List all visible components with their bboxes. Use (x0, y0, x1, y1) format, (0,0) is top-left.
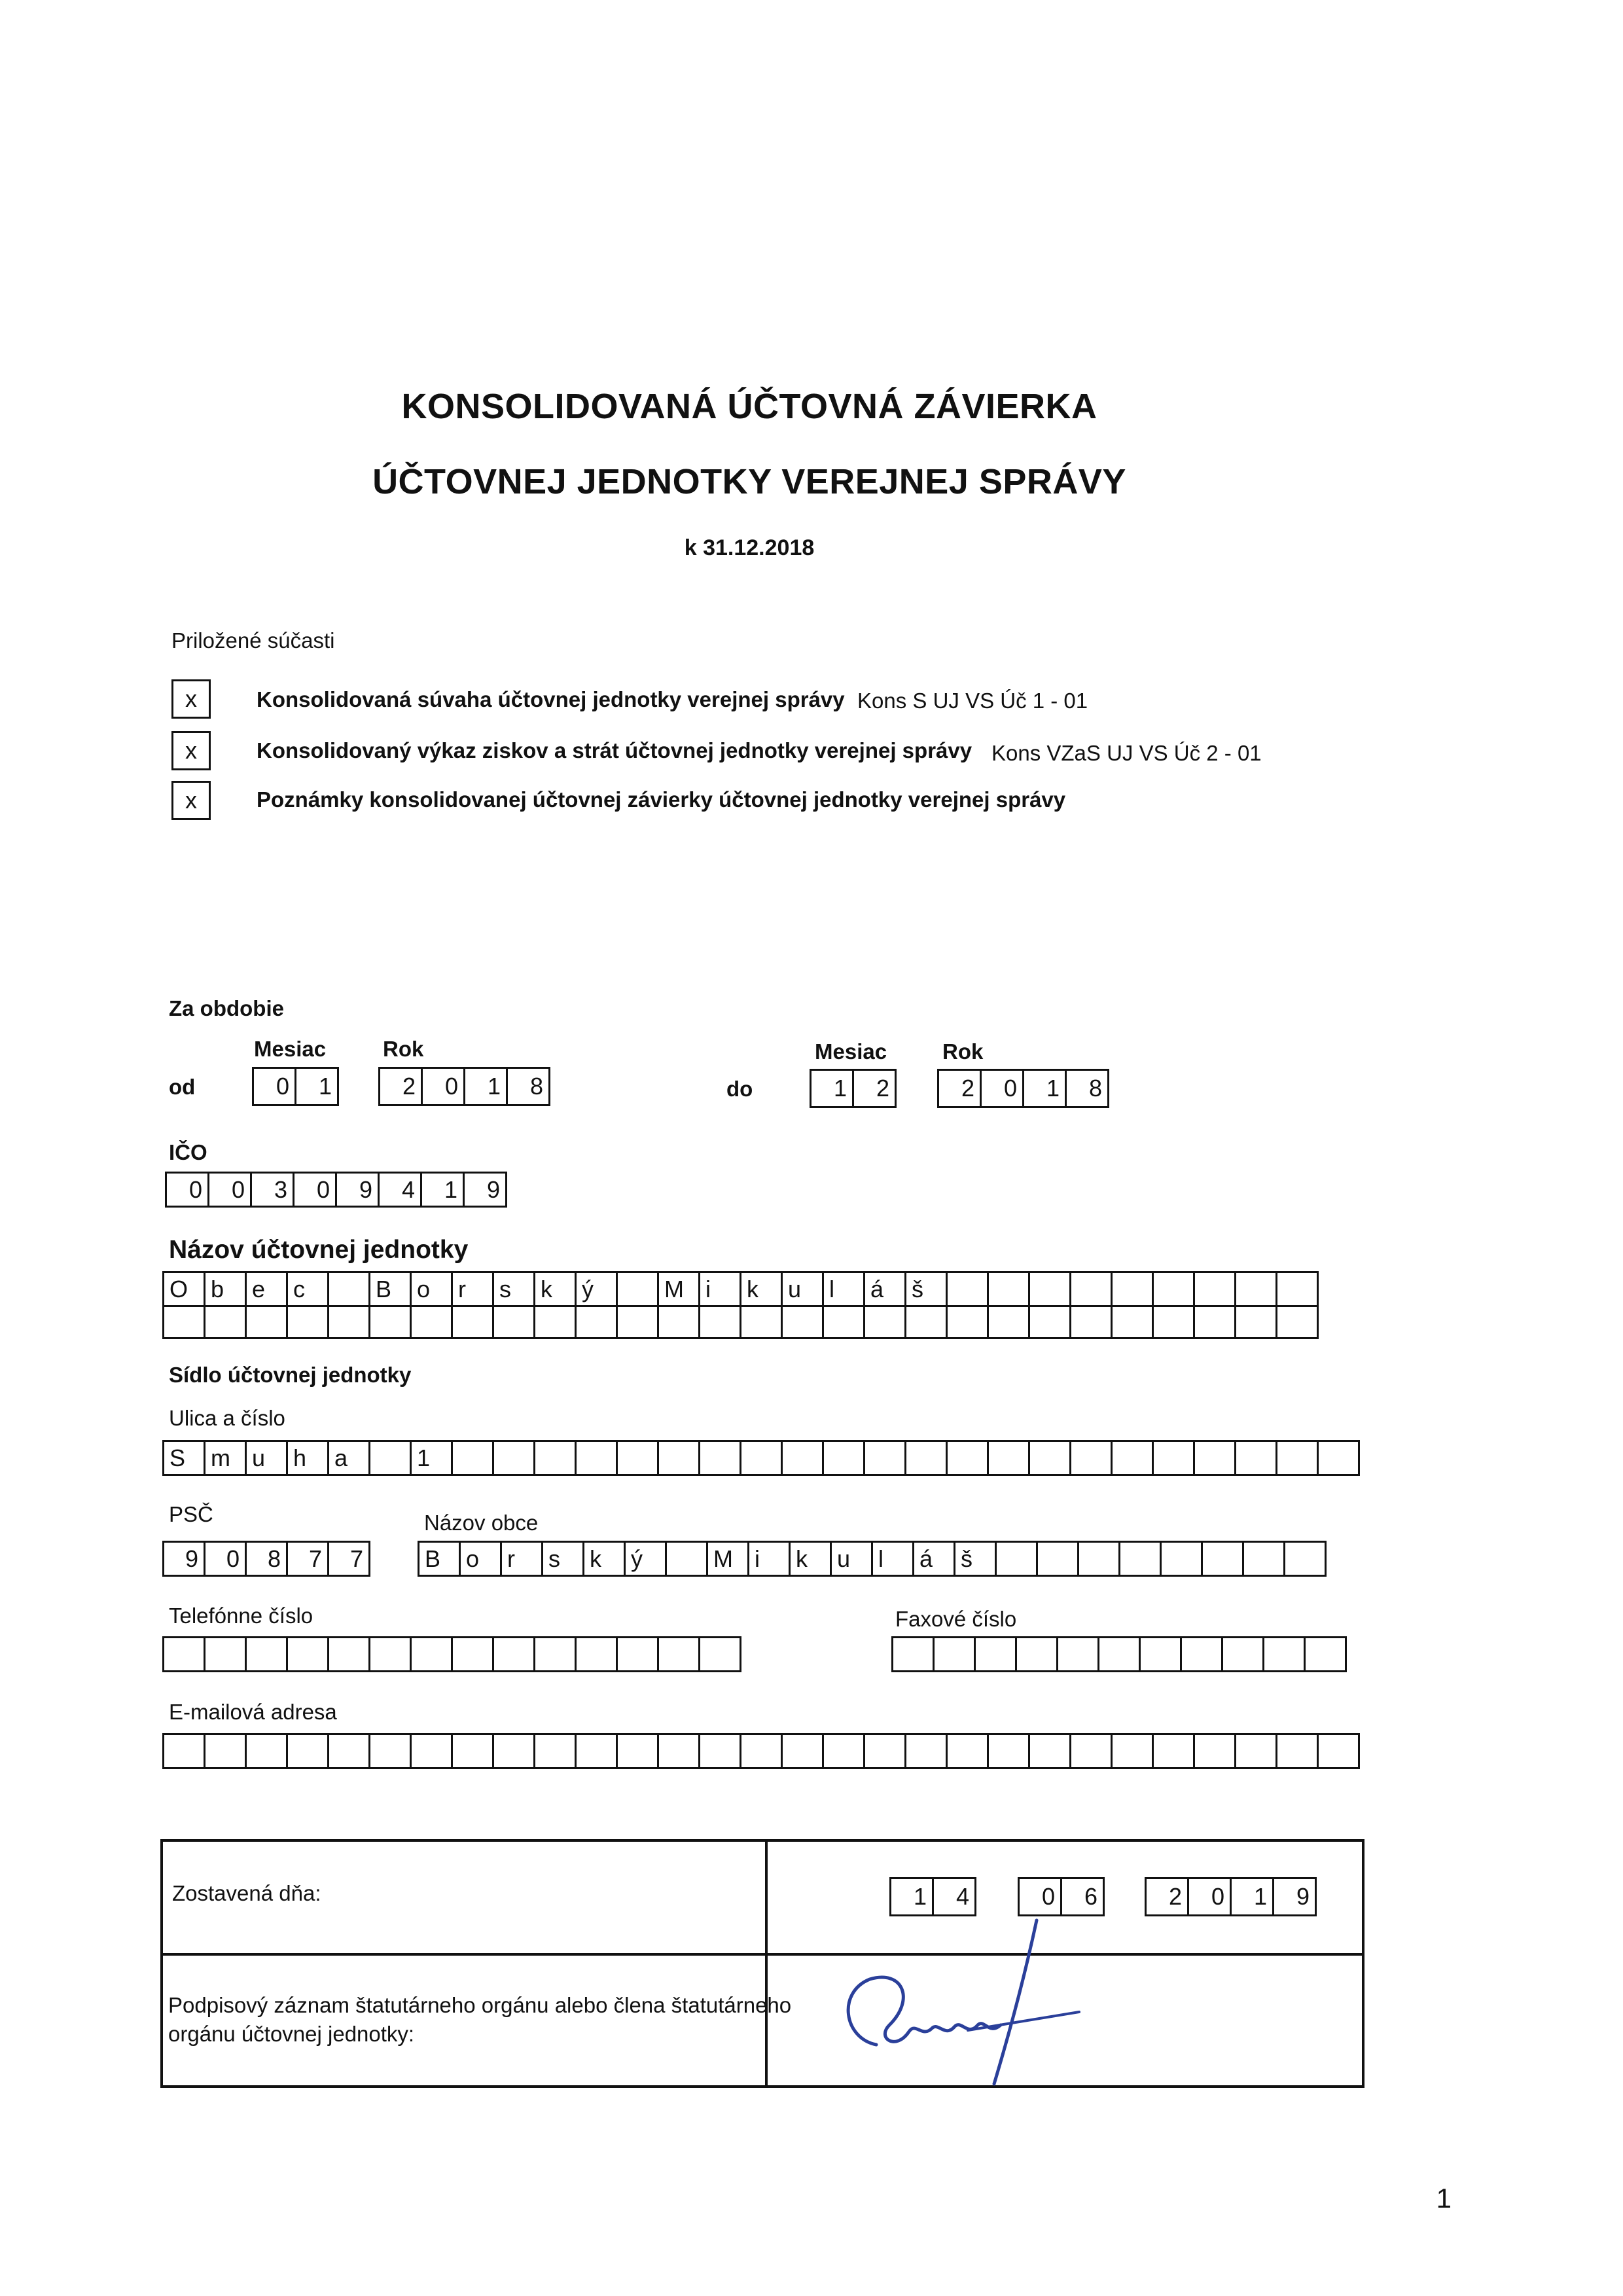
entity-name-char[interactable] (1234, 1305, 1277, 1339)
email-char[interactable] (987, 1733, 1030, 1769)
psc-digit[interactable]: 8 (245, 1541, 288, 1577)
signature-label-line-1: Podpisový záznam štatutárneho orgánu alebo člena štatutárneho (168, 1993, 792, 2017)
compiled-month-boxes[interactable] (1018, 1877, 1105, 1916)
table-divider (765, 1842, 768, 2085)
entity-name-char[interactable] (987, 1271, 1030, 1307)
street-char[interactable] (946, 1440, 989, 1476)
street-char[interactable] (492, 1440, 535, 1476)
entity-name-char[interactable] (698, 1305, 741, 1339)
entity-name-char[interactable] (1028, 1271, 1071, 1307)
attachment-code-2: Kons VZaS UJ VS Úč 2 - 01 (991, 741, 1262, 765)
email-char[interactable] (698, 1733, 741, 1769)
to-year-digit[interactable]: 2 (937, 1069, 982, 1108)
street-char[interactable] (1317, 1440, 1360, 1476)
street-char[interactable] (987, 1440, 1030, 1476)
ico-boxes[interactable] (165, 1172, 507, 1208)
town-char[interactable]: k (582, 1541, 626, 1577)
to-month-label: Mesiac (815, 1039, 887, 1064)
street-char[interactable] (1275, 1440, 1319, 1476)
email-char[interactable] (1275, 1733, 1319, 1769)
fax-label: Faxové číslo (895, 1607, 1017, 1631)
email-char[interactable] (1193, 1733, 1236, 1769)
entity-name-char[interactable] (781, 1305, 824, 1339)
attachment-label-1: Konsolidovaná súvaha účtovnej jednotky verejnej správy (257, 687, 845, 711)
entity-name-char[interactable]: r (451, 1271, 494, 1307)
entity-name-char[interactable]: š (904, 1271, 948, 1307)
fax-digit[interactable] (891, 1636, 935, 1672)
compiled-year-digit[interactable]: 0 (1187, 1877, 1232, 1916)
street-char[interactable] (1234, 1440, 1277, 1476)
entity-name-char[interactable]: b (204, 1271, 247, 1307)
email-char[interactable] (781, 1733, 824, 1769)
entity-name-char[interactable] (575, 1305, 618, 1339)
phone-digit[interactable] (657, 1636, 700, 1672)
street-char[interactable] (1152, 1440, 1195, 1476)
entity-name-char[interactable] (327, 1305, 370, 1339)
to-year-label: Rok (942, 1039, 984, 1064)
town-char[interactable] (1283, 1541, 1327, 1577)
email-char[interactable] (533, 1733, 577, 1769)
from-year-digit[interactable]: 0 (421, 1067, 465, 1106)
entity-name-char[interactable] (946, 1271, 989, 1307)
phone-digit[interactable] (698, 1636, 741, 1672)
psc-label: PSČ (169, 1502, 213, 1526)
psc-digit[interactable]: 0 (204, 1541, 247, 1577)
fax-digit[interactable] (1139, 1636, 1182, 1672)
entity-name-char[interactable] (657, 1305, 700, 1339)
entity-name-label: Názov účtovnej jednotky (169, 1236, 469, 1264)
entity-name-char[interactable] (1234, 1271, 1277, 1307)
email-char[interactable] (1028, 1733, 1071, 1769)
fax-digit[interactable] (933, 1636, 976, 1672)
entity-name-char[interactable] (1069, 1271, 1113, 1307)
street-char[interactable]: m (204, 1440, 247, 1476)
attachment-label-3: Poznámky konsolidovanej účtovnej závierky účtovnej jednotky verejnej správy (257, 787, 1066, 812)
to-month-boxes[interactable] (810, 1069, 897, 1108)
street-char[interactable] (822, 1440, 865, 1476)
entity-name-char[interactable] (904, 1305, 948, 1339)
psc-digit[interactable]: 9 (162, 1541, 205, 1577)
signature-label-line-2: orgánu účtovnej jednotky: (168, 2022, 415, 2046)
compilation-table (160, 1839, 1364, 2088)
from-year-boxes[interactable] (378, 1067, 550, 1106)
town-char[interactable] (1036, 1541, 1079, 1577)
phone-digit[interactable] (575, 1636, 618, 1672)
email-char[interactable] (1069, 1733, 1113, 1769)
street-char[interactable]: 1 (410, 1440, 453, 1476)
fax-digit[interactable] (1097, 1636, 1141, 1672)
phone-digit[interactable] (616, 1636, 659, 1672)
phone-digit[interactable] (245, 1636, 288, 1672)
town-char[interactable]: M (706, 1541, 749, 1577)
from-year-digit[interactable]: 1 (463, 1067, 508, 1106)
fax-digit[interactable] (1180, 1636, 1223, 1672)
ico-digit[interactable]: 9 (335, 1172, 380, 1208)
fax-digit[interactable] (1304, 1636, 1347, 1672)
phone-digit[interactable] (327, 1636, 370, 1672)
town-char[interactable]: i (747, 1541, 791, 1577)
attachment-checkbox-2[interactable]: x (171, 731, 211, 770)
entity-name-char[interactable]: o (410, 1271, 453, 1307)
town-char[interactable] (1201, 1541, 1244, 1577)
entity-name-char[interactable]: l (822, 1271, 865, 1307)
ico-digit[interactable]: 9 (463, 1172, 507, 1208)
period-heading: Za obdobie (169, 996, 284, 1020)
entity-name-row-1[interactable] (162, 1271, 1319, 1307)
to-year-digit[interactable]: 1 (1022, 1069, 1067, 1108)
psc-digit[interactable]: 7 (327, 1541, 370, 1577)
attachment-checkbox-3[interactable]: x (171, 781, 211, 820)
fax-digit[interactable] (974, 1636, 1017, 1672)
email-char[interactable] (410, 1733, 453, 1769)
page-title: KONSOLIDOVANÁ ÚČTOVNÁ ZÁVIERKA (401, 387, 1097, 426)
street-char[interactable] (575, 1440, 618, 1476)
town-label: Názov obce (424, 1511, 539, 1535)
compiled-day-boxes[interactable] (889, 1877, 976, 1916)
email-char[interactable] (1111, 1733, 1154, 1769)
street-char[interactable]: a (327, 1440, 370, 1476)
street-char[interactable]: S (162, 1440, 205, 1476)
street-char[interactable] (904, 1440, 948, 1476)
psc-digit[interactable]: 7 (286, 1541, 329, 1577)
to-month-digit[interactable]: 2 (852, 1069, 897, 1108)
email-char[interactable] (822, 1733, 865, 1769)
entity-name-char[interactable] (533, 1305, 577, 1339)
entity-name-char[interactable] (162, 1305, 205, 1339)
entity-name-char[interactable] (368, 1305, 412, 1339)
to-month-digit[interactable]: 1 (810, 1069, 854, 1108)
entity-name-char[interactable] (1111, 1271, 1154, 1307)
entity-name-char[interactable]: c (286, 1271, 329, 1307)
phone-digit[interactable] (410, 1636, 453, 1672)
entity-name-char[interactable] (327, 1271, 370, 1307)
phone-digit[interactable] (204, 1636, 247, 1672)
entity-name-char[interactable] (286, 1305, 329, 1339)
email-char[interactable] (368, 1733, 412, 1769)
street-char[interactable] (368, 1440, 412, 1476)
from-year-label: Rok (383, 1037, 424, 1061)
email-char[interactable] (904, 1733, 948, 1769)
entity-name-char[interactable] (204, 1305, 247, 1339)
town-char[interactable] (1077, 1541, 1120, 1577)
street-char[interactable]: h (286, 1440, 329, 1476)
email-char[interactable] (1152, 1733, 1195, 1769)
email-char[interactable] (204, 1733, 247, 1769)
from-month-label: Mesiac (254, 1037, 327, 1061)
to-year-boxes[interactable] (937, 1069, 1109, 1108)
town-char[interactable] (1242, 1541, 1285, 1577)
street-char[interactable]: u (245, 1440, 288, 1476)
attachment-label-2: Konsolidovaný výkaz ziskov a strát účtovnej jednotky verejnej správy (257, 738, 972, 762)
ico-digit[interactable]: 3 (250, 1172, 294, 1208)
entity-name-char[interactable]: u (781, 1271, 824, 1307)
to-label: do (726, 1077, 753, 1101)
email-char[interactable] (245, 1733, 288, 1769)
phone-digit[interactable] (162, 1636, 205, 1672)
attachment-code-1: Kons S UJ VS Úč 1 - 01 (857, 689, 1088, 713)
entity-name-char[interactable]: e (245, 1271, 288, 1307)
fax-digit[interactable] (1015, 1636, 1058, 1672)
entity-name-char[interactable] (245, 1305, 288, 1339)
town-char[interactable]: l (871, 1541, 914, 1577)
town-char[interactable]: u (830, 1541, 873, 1577)
email-char[interactable] (657, 1733, 700, 1769)
entity-name-char[interactable] (1193, 1305, 1236, 1339)
email-char[interactable] (616, 1733, 659, 1769)
email-char[interactable] (1317, 1733, 1360, 1769)
entity-name-char[interactable]: á (863, 1271, 906, 1307)
town-char[interactable]: š (954, 1541, 997, 1577)
from-month-digit[interactable]: 0 (252, 1067, 296, 1106)
entity-name-char[interactable] (1152, 1305, 1195, 1339)
entity-name-row-2[interactable] (162, 1305, 1319, 1339)
street-char[interactable] (1111, 1440, 1154, 1476)
entity-name-char[interactable] (1028, 1305, 1071, 1339)
from-year-digit[interactable]: 8 (506, 1067, 550, 1106)
from-month-boxes[interactable] (252, 1067, 339, 1106)
street-char[interactable] (451, 1440, 494, 1476)
page-subtitle: ÚČTOVNEJ JEDNOTKY VEREJNEJ SPRÁVY (372, 462, 1126, 501)
entity-name-char[interactable] (616, 1305, 659, 1339)
psc-boxes[interactable] (162, 1541, 370, 1577)
street-char[interactable] (1028, 1440, 1071, 1476)
entity-name-char[interactable] (946, 1305, 989, 1339)
town-char[interactable]: s (541, 1541, 584, 1577)
email-char[interactable] (451, 1733, 494, 1769)
entity-name-char[interactable]: M (657, 1271, 700, 1307)
street-char[interactable] (781, 1440, 824, 1476)
from-year-digit[interactable]: 2 (378, 1067, 423, 1106)
entity-name-char[interactable]: B (368, 1271, 412, 1307)
to-year-digit[interactable]: 8 (1065, 1069, 1109, 1108)
email-char[interactable] (1234, 1733, 1277, 1769)
ico-digit[interactable]: 4 (378, 1172, 422, 1208)
entity-name-char[interactable]: i (698, 1271, 741, 1307)
town-char[interactable]: r (500, 1541, 543, 1577)
email-char[interactable] (740, 1733, 783, 1769)
town-char[interactable] (995, 1541, 1038, 1577)
phone-digit[interactable] (286, 1636, 329, 1672)
entity-name-char[interactable] (822, 1305, 865, 1339)
entity-name-char[interactable] (451, 1305, 494, 1339)
street-char[interactable] (740, 1440, 783, 1476)
compiled-month-digit[interactable]: 6 (1060, 1877, 1105, 1916)
compiled-label: Zostavená dňa: (172, 1881, 321, 1905)
entity-name-char[interactable] (492, 1305, 535, 1339)
compiled-month-digit[interactable]: 0 (1018, 1877, 1062, 1916)
fax-boxes[interactable] (891, 1636, 1347, 1672)
attachment-checkbox-1[interactable]: x (171, 679, 211, 719)
town-char[interactable]: B (418, 1541, 461, 1577)
town-char[interactable] (665, 1541, 708, 1577)
compiled-year-digit[interactable]: 1 (1230, 1877, 1274, 1916)
table-divider (163, 1953, 1362, 1956)
signature-label (168, 1991, 791, 2049)
compiled-day-digit[interactable]: 1 (889, 1877, 934, 1916)
entity-name-char[interactable] (1069, 1305, 1113, 1339)
email-char[interactable] (286, 1733, 329, 1769)
street-char[interactable] (657, 1440, 700, 1476)
compiled-year-digit[interactable]: 2 (1145, 1877, 1189, 1916)
town-char[interactable]: á (912, 1541, 955, 1577)
report-date: k 31.12.2018 (684, 535, 815, 560)
from-month-digit[interactable]: 1 (294, 1067, 339, 1106)
signature-image (817, 1914, 1092, 2090)
email-char[interactable] (492, 1733, 535, 1769)
entity-name-char[interactable]: k (533, 1271, 577, 1307)
entity-name-char[interactable] (1152, 1271, 1195, 1307)
fax-digit[interactable] (1056, 1636, 1099, 1672)
entity-name-char[interactable]: k (740, 1271, 783, 1307)
phone-label: Telefónne číslo (169, 1604, 313, 1628)
ico-digit[interactable]: 0 (207, 1172, 252, 1208)
entity-name-char[interactable] (987, 1305, 1030, 1339)
street-boxes[interactable] (162, 1440, 1360, 1476)
page-number: 1 (1436, 2183, 1452, 2214)
email-boxes[interactable] (162, 1733, 1360, 1769)
town-char[interactable]: ý (624, 1541, 667, 1577)
ico-digit[interactable]: 0 (293, 1172, 337, 1208)
phone-digit[interactable] (451, 1636, 494, 1672)
town-char[interactable] (1118, 1541, 1162, 1577)
ico-digit[interactable]: 0 (165, 1172, 209, 1208)
seat-heading: Sídlo účtovnej jednotky (169, 1363, 412, 1387)
entity-name-char[interactable] (740, 1305, 783, 1339)
entity-name-char[interactable] (1275, 1271, 1319, 1307)
phone-digit[interactable] (492, 1636, 535, 1672)
email-label: E-mailová adresa (169, 1700, 337, 1724)
town-char[interactable]: k (789, 1541, 832, 1577)
from-label: od (169, 1075, 196, 1099)
entity-name-char[interactable] (1111, 1305, 1154, 1339)
email-char[interactable] (863, 1733, 906, 1769)
street-char[interactable] (1069, 1440, 1113, 1476)
street-char[interactable] (863, 1440, 906, 1476)
street-char[interactable] (1193, 1440, 1236, 1476)
street-char[interactable] (698, 1440, 741, 1476)
phone-boxes[interactable] (162, 1636, 741, 1672)
town-boxes[interactable] (418, 1541, 1327, 1577)
compiled-day-digit[interactable]: 4 (932, 1877, 976, 1916)
entity-name-char[interactable]: s (492, 1271, 535, 1307)
email-char[interactable] (946, 1733, 989, 1769)
entity-name-char[interactable] (410, 1305, 453, 1339)
entity-name-char[interactable] (1275, 1305, 1319, 1339)
street-label: Ulica a číslo (169, 1406, 285, 1430)
street-char[interactable] (616, 1440, 659, 1476)
fax-digit[interactable] (1262, 1636, 1306, 1672)
to-year-digit[interactable]: 0 (980, 1069, 1024, 1108)
email-char[interactable] (162, 1733, 205, 1769)
phone-digit[interactable] (368, 1636, 412, 1672)
email-char[interactable] (575, 1733, 618, 1769)
entity-name-char[interactable] (1193, 1271, 1236, 1307)
phone-digit[interactable] (533, 1636, 577, 1672)
email-char[interactable] (327, 1733, 370, 1769)
ico-label: IČO (169, 1140, 207, 1164)
street-char[interactable] (533, 1440, 577, 1476)
entity-name-char[interactable]: O (162, 1271, 205, 1307)
entity-name-char[interactable] (863, 1305, 906, 1339)
entity-name-char[interactable]: ý (575, 1271, 618, 1307)
entity-name-char[interactable] (616, 1271, 659, 1307)
fax-digit[interactable] (1221, 1636, 1264, 1672)
compiled-year-digit[interactable]: 9 (1272, 1877, 1317, 1916)
town-char[interactable]: o (459, 1541, 502, 1577)
compiled-year-boxes[interactable] (1145, 1877, 1317, 1916)
town-char[interactable] (1160, 1541, 1203, 1577)
attachments-heading: Priložené súčasti (171, 628, 335, 653)
ico-digit[interactable]: 1 (420, 1172, 465, 1208)
